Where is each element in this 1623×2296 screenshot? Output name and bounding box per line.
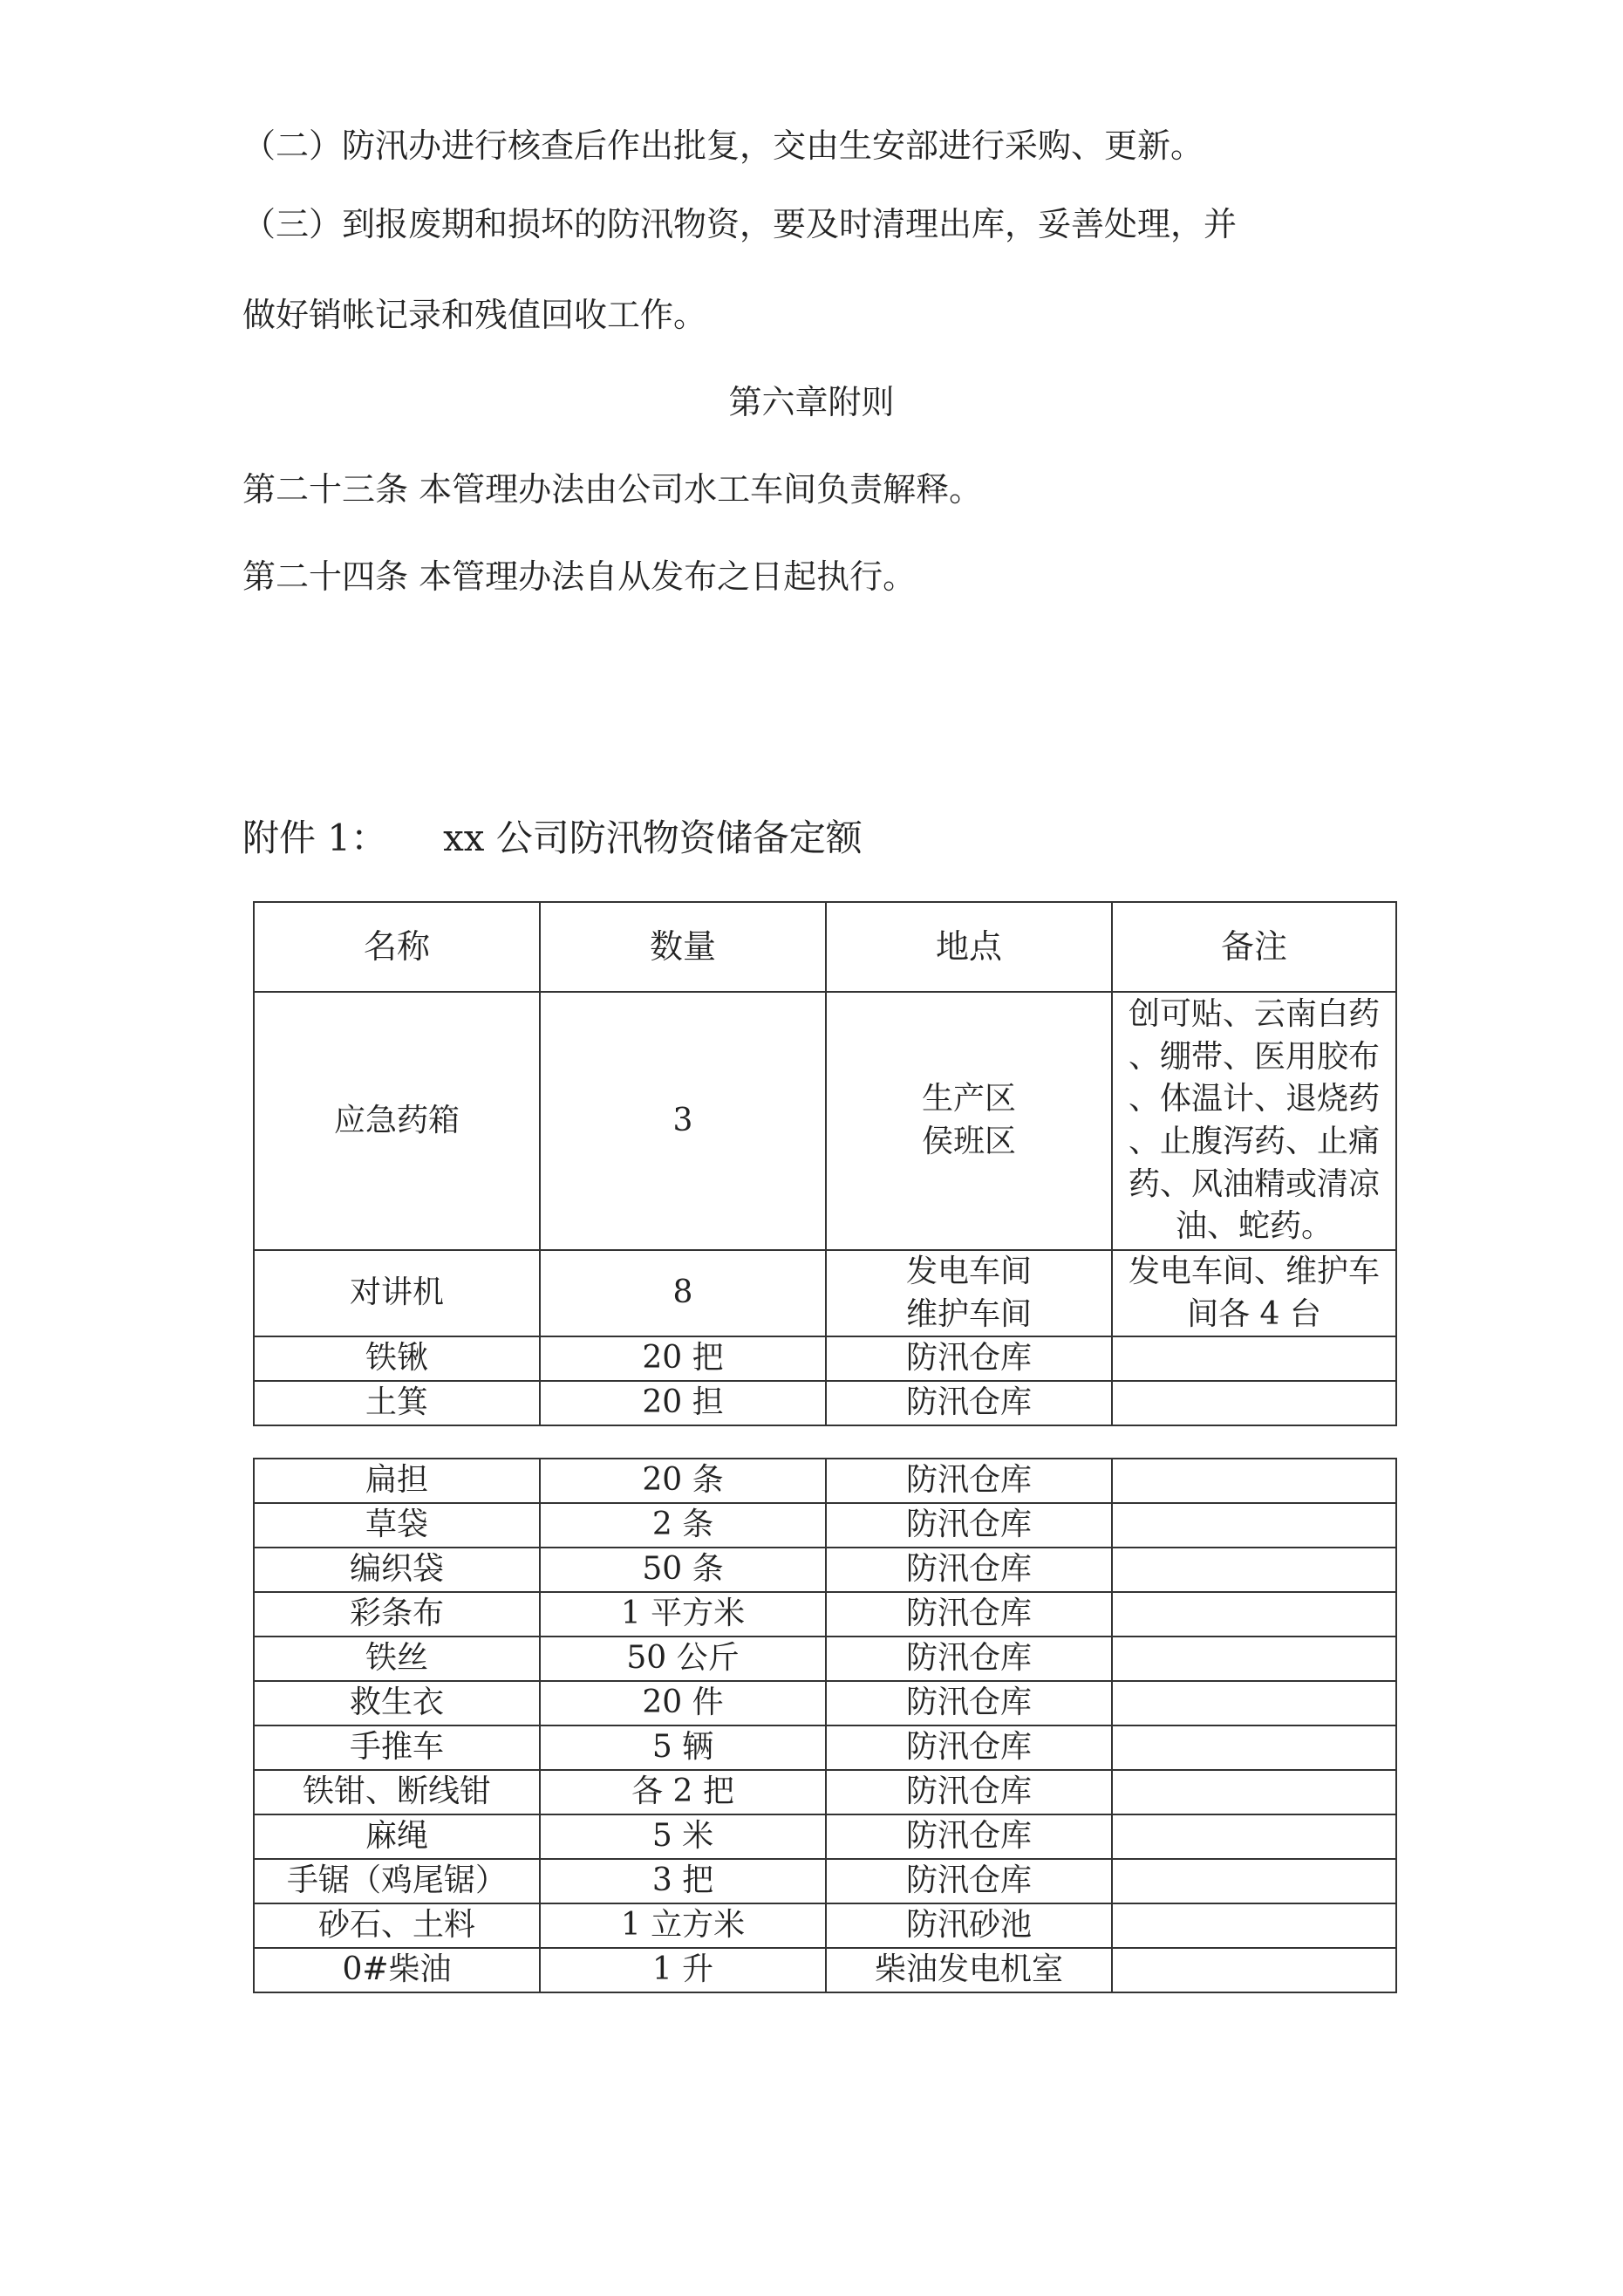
table-row bbox=[254, 1770, 1396, 1814]
cell-quantity: 2 条 bbox=[540, 1503, 826, 1548]
cell-location bbox=[826, 992, 1112, 1250]
cell-quantity: 各 2 把 bbox=[540, 1770, 826, 1814]
table-row bbox=[254, 1859, 1396, 1903]
table-row bbox=[254, 1814, 1396, 1859]
cell-location: 防汛仓库 bbox=[826, 1592, 1112, 1637]
table-row bbox=[254, 1592, 1396, 1637]
header-quantity: 数量 bbox=[540, 902, 826, 992]
cell-quantity: 5 辆 bbox=[540, 1725, 826, 1770]
cell-name: 草袋 bbox=[254, 1503, 540, 1548]
note-line: 创可贴、云南白药 bbox=[1128, 996, 1380, 1033]
cell-location: 防汛砂池 bbox=[826, 1903, 1112, 1948]
cell-name: 手推车 bbox=[254, 1725, 540, 1770]
note-line: 油、蛇药。 bbox=[1175, 1208, 1333, 1245]
table-row bbox=[254, 1903, 1396, 1948]
cell-name: 0#柴油 bbox=[254, 1948, 540, 1992]
table-row bbox=[254, 1503, 1396, 1548]
cell-location: 防汛仓库 bbox=[826, 1859, 1112, 1903]
note-line: 发电车间、维护车 bbox=[1128, 1254, 1380, 1289]
cell-location: 防汛仓库 bbox=[826, 1459, 1112, 1503]
table-row bbox=[254, 1250, 1396, 1336]
cell-name: 对讲机 bbox=[254, 1250, 540, 1336]
cell-quantity: 20 条 bbox=[540, 1459, 826, 1503]
cell-location: 防汛仓库 bbox=[826, 1381, 1112, 1425]
header-note: 备注 bbox=[1112, 902, 1396, 992]
cell-location: 防汛仓库 bbox=[826, 1637, 1112, 1681]
table-row bbox=[254, 1637, 1396, 1681]
attachment-title: xx 公司防汛物资储备定额 bbox=[443, 817, 863, 859]
table-row bbox=[254, 1948, 1396, 1992]
cell-quantity: 50 公斤 bbox=[540, 1637, 826, 1681]
cell-location: 防汛仓库 bbox=[826, 1336, 1112, 1381]
chapter-title: 第六章附则 bbox=[728, 383, 895, 421]
cell-name: 救生衣 bbox=[254, 1681, 540, 1725]
paragraph-procurement: （二）防汛办进行核查后作出批复，交由生安部进行采购、更新。 bbox=[242, 126, 1204, 165]
article-24: 第二十四条 本管理办法自从发布之日起执行。 bbox=[242, 557, 917, 596]
location-line: 发电车间 bbox=[905, 1254, 1032, 1289]
cell-note bbox=[1112, 1250, 1396, 1336]
table-header-row bbox=[254, 902, 1396, 992]
cell-note bbox=[1112, 1948, 1396, 1992]
cell-location: 防汛仓库 bbox=[826, 1725, 1112, 1770]
cell-name: 应急药箱 bbox=[254, 992, 540, 1250]
cell-name: 麻绳 bbox=[254, 1814, 540, 1859]
note-line: 、绷带、医用胶布 bbox=[1128, 1038, 1380, 1075]
cell-name: 铁锹 bbox=[254, 1336, 540, 1381]
cell-location: 防汛仓库 bbox=[826, 1503, 1112, 1548]
cell-quantity: 20 件 bbox=[540, 1681, 826, 1725]
cell-note bbox=[1112, 1903, 1396, 1948]
article-23: 第二十三条 本管理办法由公司水工车间负责解释。 bbox=[242, 470, 983, 509]
cell-location: 柴油发电机室 bbox=[826, 1948, 1112, 1992]
cell-quantity: 3 bbox=[540, 992, 826, 1250]
cell-name: 铁丝 bbox=[254, 1637, 540, 1681]
cell-note bbox=[1112, 1637, 1396, 1681]
cell-location: 防汛仓库 bbox=[826, 1548, 1112, 1592]
cell-quantity: 20 把 bbox=[540, 1336, 826, 1381]
cell-note bbox=[1112, 1725, 1396, 1770]
header-name: 名称 bbox=[254, 902, 540, 992]
cell-note bbox=[1112, 1381, 1396, 1425]
cell-quantity: 5 米 bbox=[540, 1814, 826, 1859]
cell-name: 砂石、土料 bbox=[254, 1903, 540, 1948]
table-row bbox=[254, 1336, 1396, 1381]
table-row bbox=[254, 1681, 1396, 1725]
attachment-heading bbox=[242, 817, 863, 859]
table-row bbox=[254, 1459, 1396, 1503]
note-line: 、止腹泻药、止痛 bbox=[1128, 1124, 1380, 1159]
note-line: 、体温计、退烧药 bbox=[1128, 1081, 1380, 1117]
cell-note bbox=[1112, 1859, 1396, 1903]
note-line: 药、风油精或清凉 bbox=[1128, 1165, 1380, 1202]
cell-name: 扁担 bbox=[254, 1459, 540, 1503]
supplies-table-part2 bbox=[253, 1458, 1397, 1993]
cell-quantity: 50 条 bbox=[540, 1548, 826, 1592]
cell-note bbox=[1112, 1770, 1396, 1814]
attachment-label: 附件 1： bbox=[242, 817, 388, 859]
cell-quantity: 3 把 bbox=[540, 1859, 826, 1903]
cell-quantity: 1 平方米 bbox=[540, 1592, 826, 1637]
cell-name: 手锯（鸡尾锯） bbox=[254, 1859, 540, 1903]
paragraph-disposal: （三）到报废期和损坏的防汛物资，要及时清理出库，妥善处理，并 bbox=[242, 205, 1238, 243]
cell-quantity: 1 升 bbox=[540, 1948, 826, 1992]
paragraph-disposal-cont: 做好销帐记录和残值回收工作。 bbox=[242, 296, 707, 334]
cell-name: 土箕 bbox=[254, 1381, 540, 1425]
header-location: 地点 bbox=[826, 902, 1112, 992]
cell-location: 防汛仓库 bbox=[826, 1814, 1112, 1859]
cell-note bbox=[1112, 1592, 1396, 1637]
table-row bbox=[254, 992, 1396, 1250]
cell-note bbox=[1112, 1681, 1396, 1725]
cell-note bbox=[1112, 1548, 1396, 1592]
cell-location bbox=[826, 1250, 1112, 1336]
table-row bbox=[254, 1548, 1396, 1592]
cell-note bbox=[1112, 1814, 1396, 1859]
location-line: 生产区 bbox=[921, 1081, 1016, 1117]
location-line: 维护车间 bbox=[905, 1295, 1032, 1332]
cell-quantity: 1 立方米 bbox=[540, 1903, 826, 1948]
cell-note bbox=[1112, 1336, 1396, 1381]
note-line: 间各 4 台 bbox=[1187, 1295, 1321, 1332]
table-row bbox=[254, 1381, 1396, 1425]
cell-name: 铁钳、断线钳 bbox=[254, 1770, 540, 1814]
cell-note bbox=[1112, 1503, 1396, 1548]
table-row bbox=[254, 1725, 1396, 1770]
cell-note bbox=[1112, 1459, 1396, 1503]
location-line: 侯班区 bbox=[921, 1124, 1016, 1159]
cell-location: 防汛仓库 bbox=[826, 1681, 1112, 1725]
cell-location: 防汛仓库 bbox=[826, 1770, 1112, 1814]
cell-name: 编织袋 bbox=[254, 1548, 540, 1592]
cell-name: 彩条布 bbox=[254, 1592, 540, 1637]
cell-quantity: 20 担 bbox=[540, 1381, 826, 1425]
cell-quantity: 8 bbox=[540, 1250, 826, 1336]
supplies-table-part1 bbox=[253, 901, 1397, 1426]
cell-note bbox=[1112, 992, 1396, 1250]
